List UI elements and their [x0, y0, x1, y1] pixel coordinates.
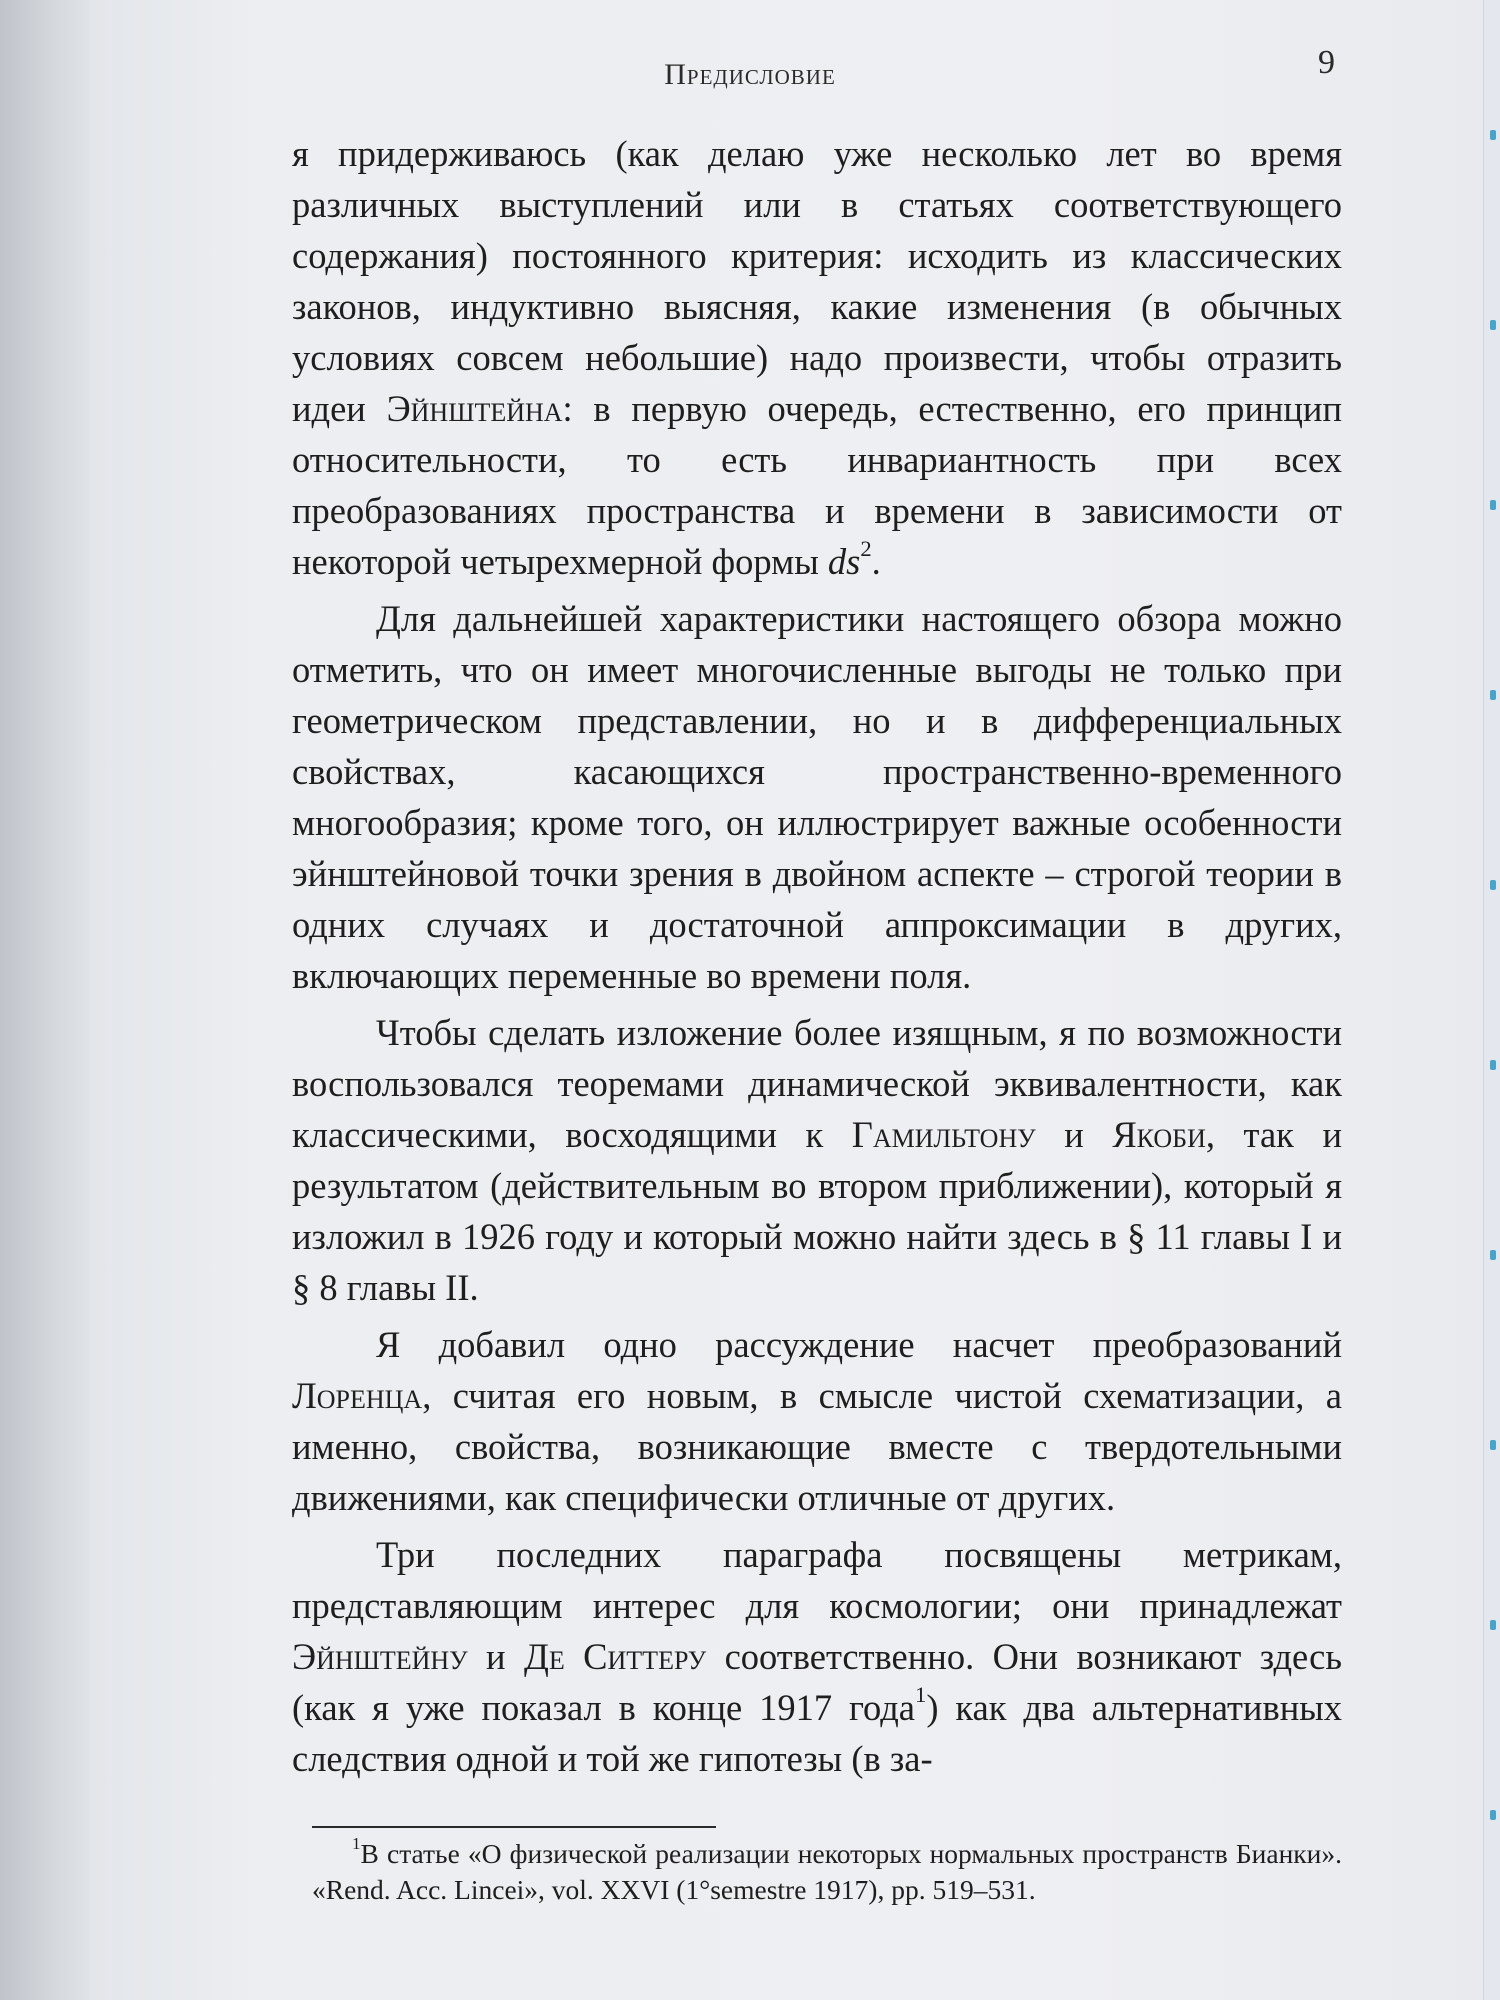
person-name: Эйнштейна — [386, 388, 563, 429]
paragraph — [292, 1007, 1342, 1313]
text-run: ) как два альтернативных следствия одной и той же гипотезы (в за- — [292, 1687, 1343, 1779]
page-number: 9 — [1318, 44, 1335, 81]
edge-mark — [1490, 880, 1496, 890]
edge-mark — [1490, 320, 1496, 330]
edge-mark — [1490, 1620, 1496, 1630]
person-name: Лоренца — [292, 1375, 423, 1416]
math-exponent: 2 — [860, 536, 872, 562]
edge-mark — [1490, 1060, 1496, 1070]
edge-mark — [1490, 1810, 1496, 1820]
text-run: : в первую очередь, естественно, его принцип относительности, то есть инвариантность при всех преобразованиях пространства и времени в зависимости от некоторой четырехмерной формы — [292, 388, 1343, 582]
paragraph: Для дальнейшей характеристики настоящего обзора можно отметить, что он имеет многочисленные выгоды не только при геометрическом представлении, но и в дифференциальных свойствах, касающихся пространственно-временного многообразия; кроме того, он иллюстрирует важные особенности эйнштейновой точки зрения в двойном аспекте – строгой теории в одних случаях и достаточной аппроксимации в других, включающих переменные во времени поля. — [292, 598, 1342, 996]
footnote-text: В статье «О физической реализации некоторых нормальных пространств Бианки». «Rend. Acc. Lincei», vol. XXVI (1°semestre 1917), pp. 519–531. — [312, 1838, 1342, 1905]
text-run: соответственно. Они возникают здесь (как я уже показал в конце 1917 года — [292, 1636, 1342, 1728]
paragraph — [292, 1319, 1342, 1523]
paragraph — [292, 128, 1342, 587]
footnote-reference: 1 — [915, 1682, 927, 1708]
text-run: и — [1035, 1114, 1113, 1155]
text-run: Я добавил одно рассуждение насчет преобразований — [376, 1324, 1342, 1365]
edge-mark — [1490, 500, 1496, 510]
paragraph — [292, 1529, 1342, 1784]
math-expression: ds — [827, 541, 861, 582]
person-name: Гамильтону — [851, 1114, 1036, 1155]
edge-mark — [1490, 690, 1496, 700]
edge-mark — [1490, 1440, 1496, 1450]
footnote — [312, 1836, 1342, 1908]
edge-mark — [1490, 130, 1496, 140]
edge-mark — [1490, 1250, 1496, 1260]
footnote-marker: 1 — [352, 1834, 361, 1854]
person-name: Де Ситтеру — [523, 1636, 707, 1677]
text-run: я придерживаюсь (как делаю уже несколько лет во время различных выступлений или в статьях соответствующего содержания) постоянного критерия: исходить из классических законов, индуктивно выясняя, какие изменения (в обычных условиях совсем небольшие) надо произвести, чтобы отразить идеи — [292, 133, 1342, 429]
main-text — [292, 128, 1342, 1784]
footnote-divider — [312, 1826, 716, 1828]
text-run: , так и результатом (действительным во втором приближении), который я изложил в 1926 году и который можно найти здесь в § 11 главы I и § 8 главы II. — [292, 1114, 1342, 1308]
text-run: . — [871, 541, 881, 582]
person-name: Якоби — [1112, 1114, 1206, 1155]
page-edge — [1483, 0, 1500, 2000]
text-run: и — [467, 1636, 524, 1677]
text-run: , считая его новым, в смысле чистой схематизации, а именно, свойства, возникающие вместе с твердотельными движениями, как специфически отличные от других. — [292, 1375, 1342, 1518]
person-name: Эйнштейну — [292, 1636, 468, 1677]
text-run: Три последних параграфа посвящены метрикам, представляющим интерес для космологии; они принадлежат — [292, 1534, 1342, 1626]
text-run: Чтобы сделать изложение более изящным, я по возможности воспользовался теоремами динамической эквивалентности, как классическими, восходящими к — [292, 1012, 1342, 1155]
running-title: Предисловие — [664, 58, 836, 91]
